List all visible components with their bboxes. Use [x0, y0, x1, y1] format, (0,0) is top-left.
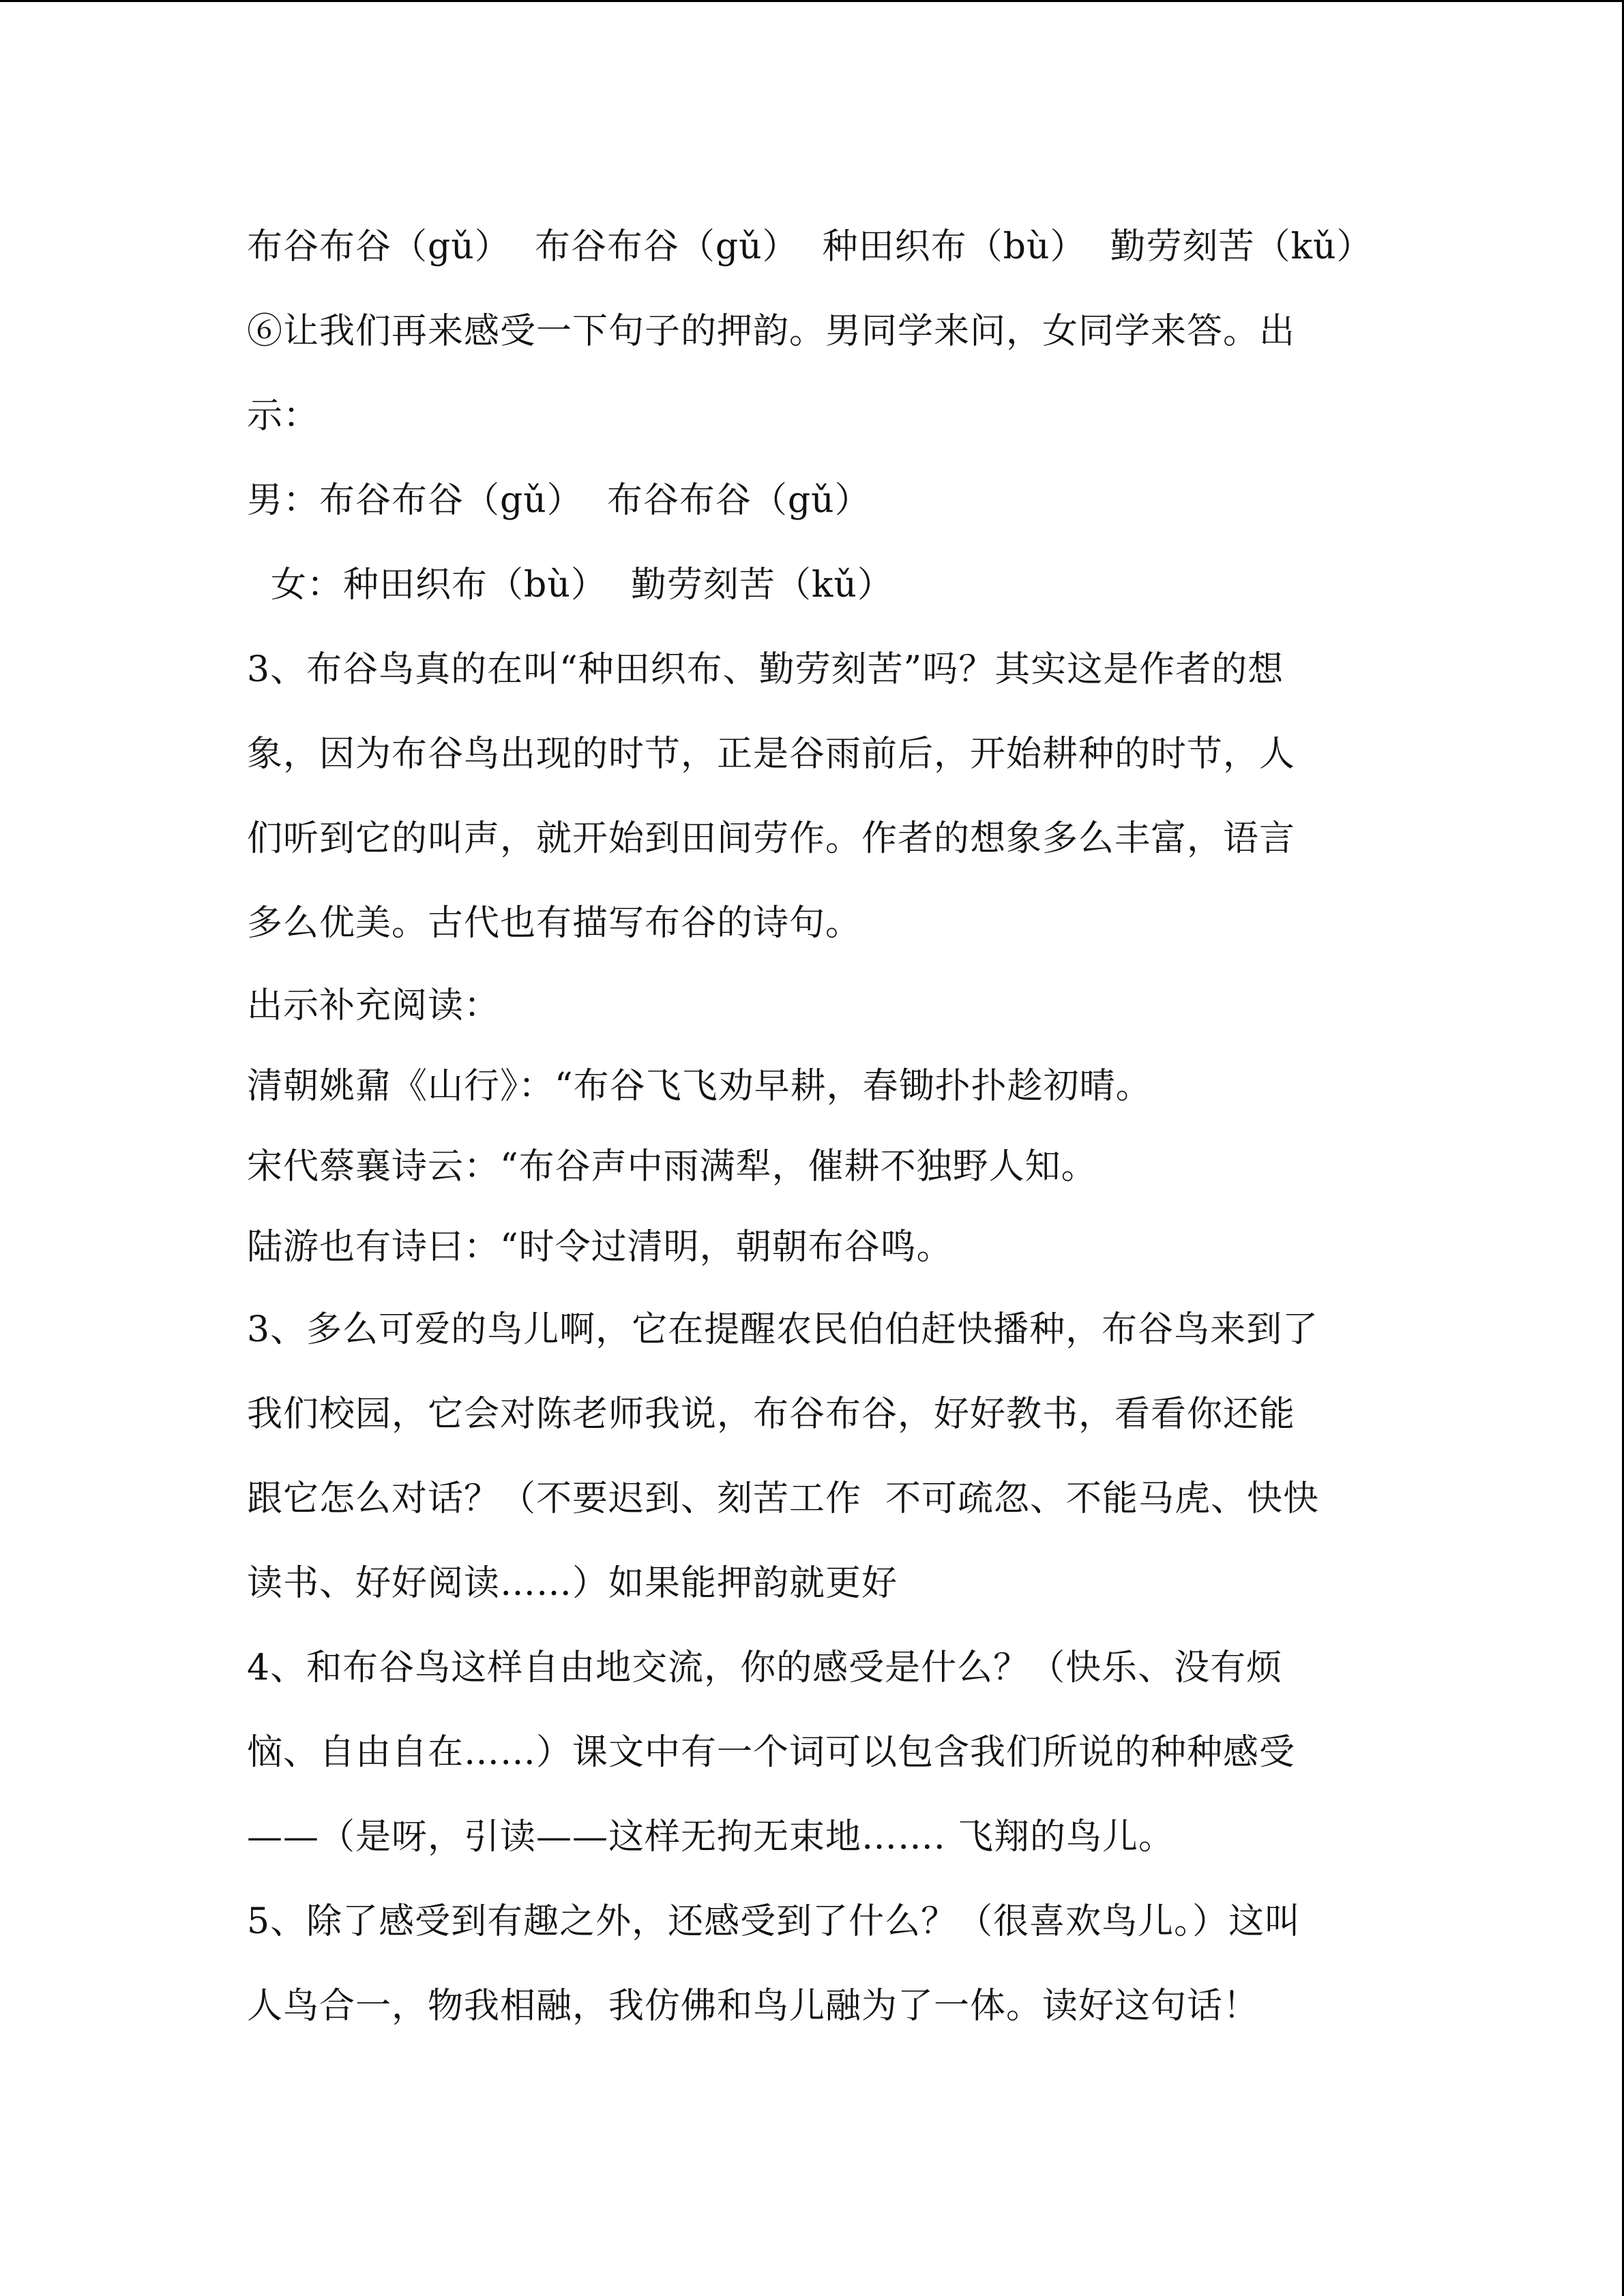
text-line: 读书、好好阅读……）如果能押韵就更好: [247, 1563, 898, 1604]
text-line: 恼、自由自在……）课文中有一个词可以包含我们所说的种种感受: [247, 1732, 1296, 1773]
text-line: ⑥让我们再来感受一下句子的押韵。男同学来问，女同学来答。出: [247, 311, 1296, 352]
document-body: [247, 205, 1379, 2048]
text-line: 清朝姚鼐《山行》：“布谷飞飞劝早耕，春锄扑扑趁初晴。: [247, 1066, 1152, 1107]
text-line: 多么优美。古代也有描写布谷的诗句。: [247, 903, 862, 944]
text-line: 陆游也有诗曰：“时令过清明，朝朝布谷鸣。: [247, 1227, 953, 1268]
text-line: 5、除了感受到有趣之外，还感受到了什么？（很喜欢鸟儿。）这叫: [247, 1901, 1301, 1942]
text-line: 女：种田织布（bù） 勤劳刻苦（kǔ）: [247, 565, 894, 606]
text-line: ——（是呀，引读——这样无拘无束地……. 飞翔的鸟儿。: [247, 1817, 1175, 1858]
text-line: 3、布谷鸟真的在叫“种田织布、勤劳刻苦”吗？其实这是作者的想: [247, 649, 1284, 690]
text-line: 宋代蔡襄诗云：“布谷声中雨满犁，催耕不独野人知。: [247, 1146, 1097, 1187]
text-line: 布谷布谷（gǔ） 布谷布谷（gǔ） 种田织布（bù） 勤劳刻苦（kǔ）: [247, 226, 1373, 267]
text-line: 我们校园，它会对陈老师我说，布谷布谷，好好教书，看看你还能: [247, 1394, 1296, 1435]
text-line: 们听到它的叫声，就开始到田间劳作。作者的想象多么丰富，语言: [247, 818, 1296, 859]
text-line: 象，因为布谷鸟出现的时节，正是谷雨前后，开始耕种的时节，人: [247, 734, 1296, 775]
text-line: 出示补充阅读：: [247, 985, 501, 1026]
text-line: 跟它怎么对话？（不要迟到、刻苦工作 不可疏忽、不能马虎、快快: [247, 1478, 1320, 1519]
text-line: 男：布谷布谷（gǔ） 布谷布谷（gǔ）: [247, 480, 871, 521]
text-line: 示：: [247, 396, 320, 436]
text-line: 3、多么可爱的鸟儿啊，它在提醒农民伯伯赶快播种，布谷鸟来到了: [247, 1309, 1319, 1350]
text-line: 4、和布谷鸟这样自由地交流，你的感受是什么？（快乐、没有烦: [247, 1648, 1283, 1688]
text-line: 人鸟合一，物我相融，我仿佛和鸟儿融为了一体。读好这句话！: [247, 1986, 1260, 2027]
